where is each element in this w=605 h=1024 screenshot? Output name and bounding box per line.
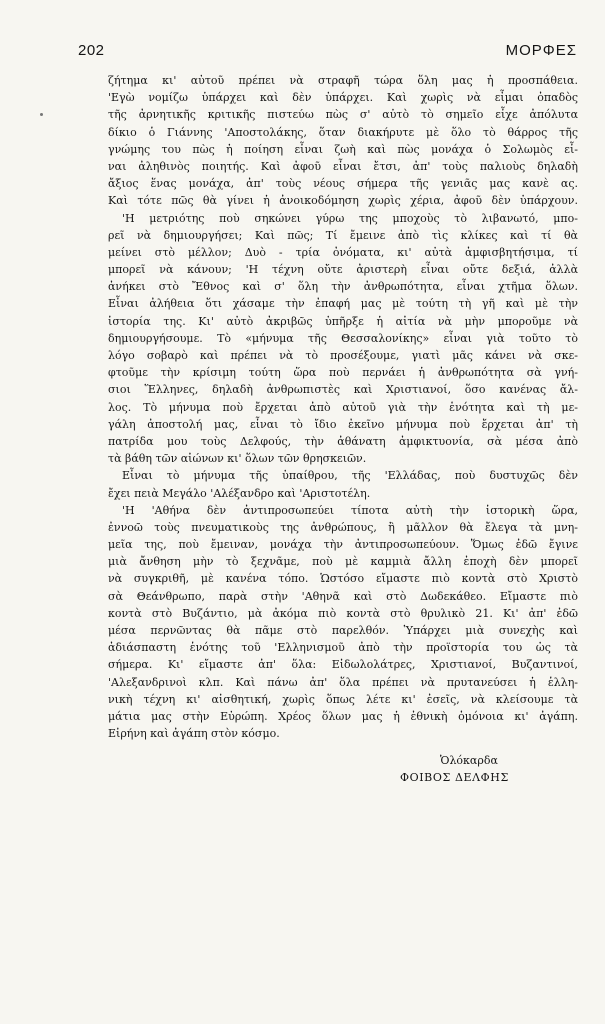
text-line: κοντὰ στὸ Βυζάντιο, μὰ ἀκόμα πιὸ κοντὰ στὸ θρυλικὸ 21. Κι' ἀπ' ἐδῶ xyxy=(108,606,578,620)
text-line: τῆς ἀρνητικῆς κριτικῆς πιστεύω πὼς σ' αὐτὸ τὸ σημεῖο εἶχε ἀπόλυτα xyxy=(108,108,578,122)
text-line: μεῖα της, ποὺ ἔμειναν, μονάχα τὴν ἀντιπροσωπεύουν. Ὅμως ἐδῶ ἔγινε xyxy=(108,538,578,552)
margin-mark xyxy=(40,113,43,116)
text-line: δημιουργήσουμε. Τὸ «μήνυμα τῆς Θεσσαλονίκης» εἶναι γιὰ τοῦτο τὸ xyxy=(108,331,578,345)
text-line: τὰ βάθη τῶν αἰώνων κι' ὅλων τῶν θρησκειῶν. xyxy=(108,452,367,466)
running-head: ΜΟΡΦΕΣ xyxy=(505,42,577,59)
text-line: 'Η 'Αθήνα δὲν ἀντιπροσωπεύει τίποτα αὐτὴ τὴν ἱστορικὴ ὥρα, xyxy=(122,503,578,517)
text-line: 'Εγὼ νομίζω ὑπάρχει καὶ δὲν ὑπάρχει. Καὶ χωρὶς νὰ εἶμαι ὀπαδὸς xyxy=(108,91,578,105)
text-line: ἔχει πειὰ Μεγάλο 'Αλέξανδρο καὶ 'Αριστοτέλη. xyxy=(108,486,371,500)
text-line: ναι ἀληθινὸς ποιητής. Καὶ ἀφοῦ εἶναι ἔτσι, ἀπ' τοὺς παλιοὺς δηλαδὴ xyxy=(108,159,578,173)
text-line: νικὴ τέχνη κι' αἰσθητική, χωρὶς ὅπως λέτε κι' ἐσεῖς, νὰ κλείσουμε τὰ xyxy=(108,692,578,706)
text-line: ἀνήκει στὸ Ἔθνος καὶ σ' ὅλη τὴν ἀνθρωπότητα, εἶναι χτῆμα ὅλων. xyxy=(108,280,578,294)
text-line: ἱστορία της. Κι' αὐτὸ ἀκριβῶς ὑπῆρξε ἡ αἰτία νὰ μὴν μποροῦμε νὰ xyxy=(108,314,578,328)
text-line: πατρίδα μου τοὺς Δελφούς, τὴν ἀθάνατη ἀμφικτυονία, σὰ μέσα ἀπὸ xyxy=(108,434,578,448)
text-line: λόγο σοβαρὸ καὶ πρέπει νὰ τὸ προσέξουμε, γιατὶ μᾶς κάνει νὰ σκε- xyxy=(108,349,578,362)
text-line: ἀδιάσπαστη ἑνότης τοῦ 'Ελληνισμοῦ ἀπὸ τὴν προϊστορία του ὡς τὰ xyxy=(108,641,578,655)
text-line: Καὶ τότε πῶς θὰ γίνει ἡ ἀνοικοδόμηση χωρὶς χέρια, ἀφοῦ δὲν ὑπάρχουν. xyxy=(108,194,578,208)
text-line: λος. Τὸ μήνυμα ποὺ ἔρχεται ἀπὸ αὐτοῦ γιὰ τὴν ἑνότητα καὶ τὴ με- xyxy=(108,400,578,414)
body-text xyxy=(108,72,578,742)
text-line: Εἰρήνη καὶ ἀγάπη στὸν κόσμο. xyxy=(108,727,280,741)
text-line: γνώμης του πὼς ἡ ποίηση εἶναι ζωὴ καὶ πὼς μονάχα ὁ Σολωμὸς εἶ- xyxy=(108,142,578,156)
text-line: 'Η μετριότης ποὺ σηκώνει γύρω της μποχοὺς τὸ λιβανωτό, μπο- xyxy=(122,211,578,225)
author-name: ΦΟΙΒΟΣ ΔΕΛΦΗΣ xyxy=(400,771,509,784)
text-line: μείνει στὸ μέλλον; Δυὸ - τρία ὀνόματα, κι' αὐτὰ ἀμφισβητήσιμα, τί xyxy=(108,245,578,259)
text-line: μπορεῖ νὰ κάνουν; 'Η τέχνη οὔτε ἀριστερὴ εἶναι οὔτε δεξιά, ἀλλὰ xyxy=(108,263,578,277)
text-line: μάτια μας στὴν Εὐρώπη. Χρέος ὅλων μας ἡ ἐθνικὴ ὁμόνοια κι' ἀγάπη. xyxy=(108,709,578,723)
text-line: 'Αλεξανδρινοὶ κλπ. Καὶ πάνω ἀπ' ὅλα πρέπει νὰ πρυτανεύσει ἡ ἑλλη- xyxy=(108,675,578,689)
page-number: 202 xyxy=(78,42,105,59)
closing-greeting: Ὁλόκαρδα xyxy=(440,754,498,767)
text-line: ἄξιος ἕνας μονάχα, ἀπ' τοὺς νέους σήμερα τῆς γενιᾶς μας κανὲ ας. xyxy=(108,177,578,191)
text-line: σὰ Θεάνθρωπο, παρὰ στὴν 'Αθηνᾶ καὶ στὸ Δωδεκάθεο. Εἴμαστε πιὸ xyxy=(108,589,578,603)
text-line: ζήτημα κι' αὐτοῦ πρέπει νὰ στραφῆ τώρα ὅλη μας ἡ προσπάθεια. xyxy=(108,74,578,87)
text-line: νὰ συγκριθῆ, μὲ κανένα τόπο. Ὡστόσο εἴμαστε πιὸ κοντὰ στὸ Χριστὸ xyxy=(108,572,578,586)
text-line: μέσα περνῶντας θὰ πᾶμε στὸ παρελθόν. Ὑπάρχει μιὰ συνεχὴς καὶ xyxy=(108,624,578,637)
text-line: δίκιο ὁ Γιάννης 'Αποστολάκης, ὅταν διακήρυτε μὲ ὅλο τὸ θάρρος τῆς xyxy=(108,125,578,139)
text-line: Εἶναι ἀλήθεια ὅτι χάσαμε τὴν ἐπαφή μας μὲ τούτη τὴ γῆ καὶ μὲ τὴν xyxy=(108,297,578,311)
text-line: σήμερα. Κι' εἴμαστε ἀπ' ὅλα: Εἰδωλολάτρες, Χριστιανοί, Βυζαντινοί, xyxy=(108,658,578,672)
text-line: Εἶναι τὸ μήνυμα τῆς ὑπαίθρου, τῆς 'Ελλάδας, ποὺ δυστυχῶς δὲν xyxy=(122,469,578,483)
text-line: μιὰ ἄνθηση μὴν τὸ ξεχνᾶμε, ποὺ μὲ καμμιὰ ἄλλη ἐποχὴ δὲν μπορεῖ xyxy=(108,555,578,569)
text-line: ρεῖ νὰ δημιουργήσει; Καὶ πῶς; Τί ἔμεινε ἀπὸ τὶς κλίκες καὶ τί θὰ xyxy=(108,228,578,242)
text-line: φτοῦμε τὴν κρίσιμη τούτη ὥρα ποὺ περνάει ἡ ἀνθρωπότητα σὰ γνή- xyxy=(108,366,578,380)
text-line: γάλη ἀποστολή μας, εἶναι τὸ ἴδιο ἐκεῖνο μήνυμα ποὺ ἔρχεται ἀπ' τὴ xyxy=(108,417,578,431)
text-line: ἐννοῶ τοὺς πνευματικοὺς της ἀνθρώπους, ἢ μᾶλλον θὰ ἔλεγα τὰ μνη- xyxy=(108,520,578,534)
text-line: σιοι Ἕλληνες, δηλαδὴ ἀνθρωπιστὲς καὶ Χριστιανοί, ὅσο κανένας ἄλ- xyxy=(108,383,578,397)
signature-block xyxy=(400,752,570,786)
